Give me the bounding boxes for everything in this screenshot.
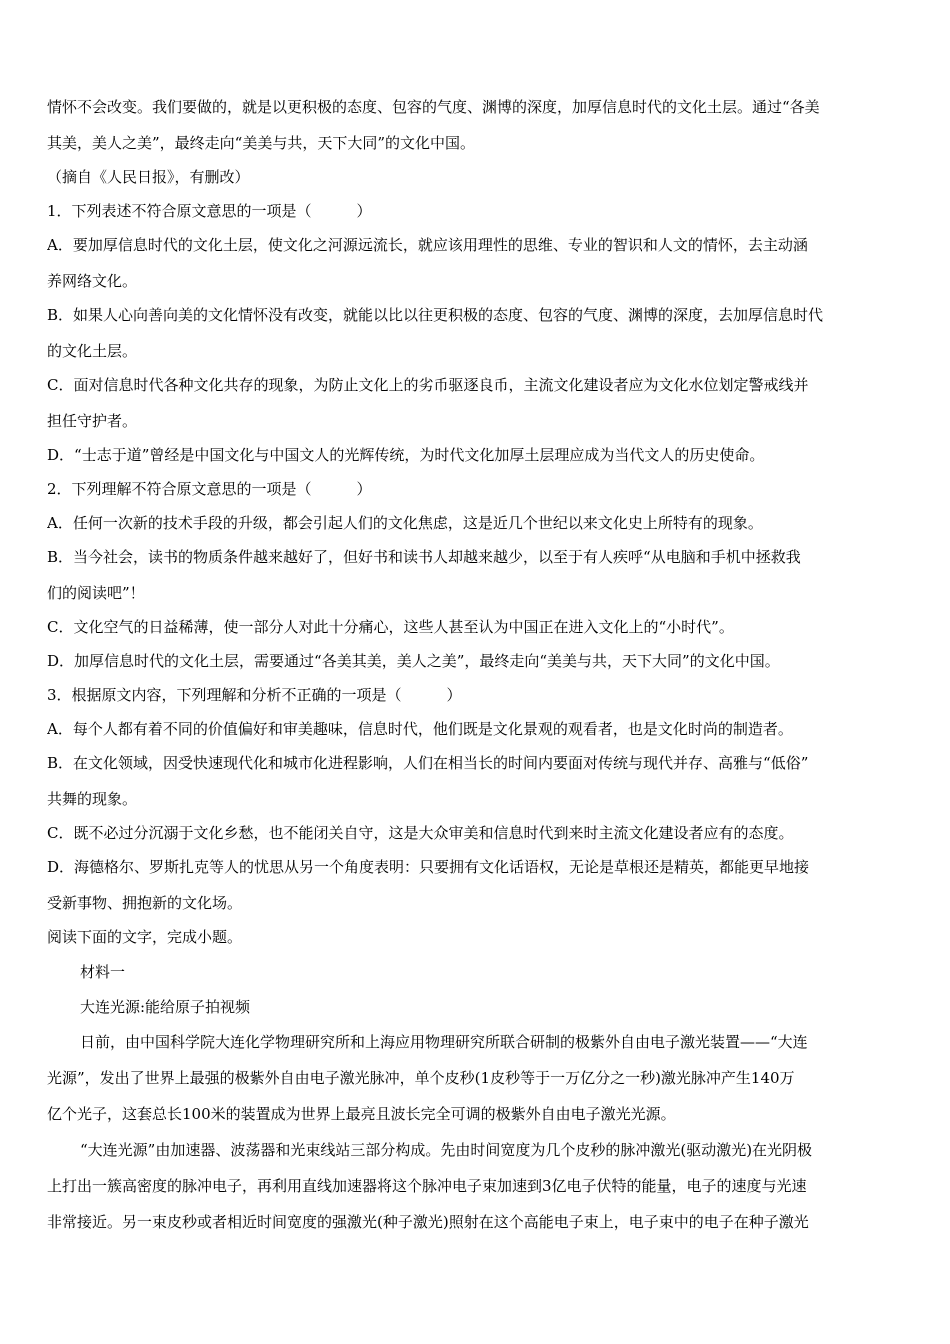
passage-line: 其美，美人之美”，最终走向“美美与共，天下大同”的文化中国。 xyxy=(47,134,476,152)
material-title: 大连光源:能给原子拍视频 xyxy=(80,998,251,1016)
question-1-option-b-cont: 的文化土层。 xyxy=(47,342,138,360)
question-3-option-d-cont: 受新事物、拥抱新的文化场。 xyxy=(47,894,243,912)
source-note: （摘自《人民日报》，有删改） xyxy=(47,168,250,186)
material-label: 材料一 xyxy=(80,963,126,981)
question-2-option-b: B．当今社会，读书的物质条件越来越好了，但好书和读书人却越来越少，以至于有人疾呼“从电脑和手机中拯救我 xyxy=(47,548,801,566)
material-paragraph-1-cont: 亿个光子，这套总长100米的装置成为世界上最亮且波长完全可调的极紫外自由电子激光光源。 xyxy=(47,1105,676,1123)
question-1-option-a-cont: 养网络文化。 xyxy=(47,272,138,290)
question-3-option-a: A．每个人都有着不同的价值偏好和审美趣味，信息时代，他们既是文化景观的观看者，也是文化时尚的制造者。 xyxy=(47,720,793,738)
material-paragraph-2-cont: 上打出一簇高密度的脉冲电子，再利用直线加速器将这个脉冲电子束加速到3亿电子伏特的能量，电子的速度与光速 xyxy=(47,1177,807,1195)
question-3-option-b-cont: 共舞的现象。 xyxy=(47,790,138,808)
document-page xyxy=(47,98,909,1249)
question-1-option-c: C．面对信息时代各种文化共存的现象，为防止文化上的劣币驱逐良币，主流文化建设者应为文化水位划定警戒线并 xyxy=(47,376,809,394)
question-1-option-c-cont: 担任守护者。 xyxy=(47,412,138,430)
passage-line: 情怀不会改变。我们要做的，就是以更积极的态度、包容的气度、渊博的深度，加厚信息时代的文化土层。通过“各美 xyxy=(47,98,820,116)
question-3-stem: 3．根据原文内容，下列理解和分析不正确的一项是（ ） xyxy=(47,686,462,704)
material-paragraph-1-cont: 光源”，发出了世界上最强的极紫外自由电子激光脉冲，单个皮秒(1皮秒等于一万亿分之一秒)激光脉冲产生140万 xyxy=(47,1069,795,1087)
reading-instruction: 阅读下面的文字，完成小题。 xyxy=(47,928,243,946)
question-1-option-a: A．要加厚信息时代的文化土层，使文化之河源远流长，就应该用理性的思维、专业的智识和人文的情怀，去主动涵 xyxy=(47,236,808,254)
question-1-option-d: D．“士志于道”曾经是中国文化与中国文人的光辉传统，为时代文化加厚土层理应成为当代文人的历史使命。 xyxy=(47,446,765,464)
question-1-stem: 1．下列表述不符合原文意思的一项是（ ） xyxy=(47,202,372,220)
question-2-option-d: D．加厚信息时代的文化土层，需要通过“各美其美，美人之美”，最终走向“美美与共，天下大同”的文化中国。 xyxy=(47,652,780,670)
material-paragraph-2: “大连光源”由加速器、波荡器和光束线站三部分构成。先由时间宽度为几个皮秒的脉冲激光(驱动激光)在光阴极 xyxy=(80,1141,813,1159)
material-paragraph-2-cont: 非常接近。另一束皮秒或者相近时间宽度的强激光(种子激光)照射在这个高能电子束上，电子束中的电子在种子激光 xyxy=(47,1213,809,1231)
question-2-option-b-cont: 们的阅读吧”！ xyxy=(47,584,145,602)
question-3-option-d: D．海德格尔、罗斯扎克等人的忧思从另一个角度表明：只要拥有文化话语权，无论是草根还是精英，都能更早地接 xyxy=(47,858,810,876)
question-3-option-c: C．既不必过分沉溺于文化乡愁，也不能闭关自守，这是大众审美和信息时代到来时主流文化建设者应有的态度。 xyxy=(47,824,794,842)
question-3-option-b: B．在文化领域，因受快速现代化和城市化进程影响，人们在相当长的时间内要面对传统与现代并存、高雅与“低俗” xyxy=(47,754,809,772)
question-1-option-b: B．如果人心向善向美的文化情怀没有改变，就能以比以往更积极的态度、包容的气度、渊博的深度，去加厚信息时代 xyxy=(47,306,824,324)
question-2-option-c: C．文化空气的日益稀薄，使一部分人对此十分痛心，这些人甚至认为中国正在进入文化上的“小时代”。 xyxy=(47,618,734,636)
question-2-option-a: A．任何一次新的技术手段的升级，都会引起人们的文化焦虑，这是近几个世纪以来文化史上所特有的现象。 xyxy=(47,514,763,532)
question-2-stem: 2．下列理解不符合原文意思的一项是（ ） xyxy=(47,480,372,498)
material-paragraph-1: 日前，由中国科学院大连化学物理研究所和上海应用物理研究所联合研制的极紫外自由电子激光装置——“大连 xyxy=(80,1033,808,1051)
